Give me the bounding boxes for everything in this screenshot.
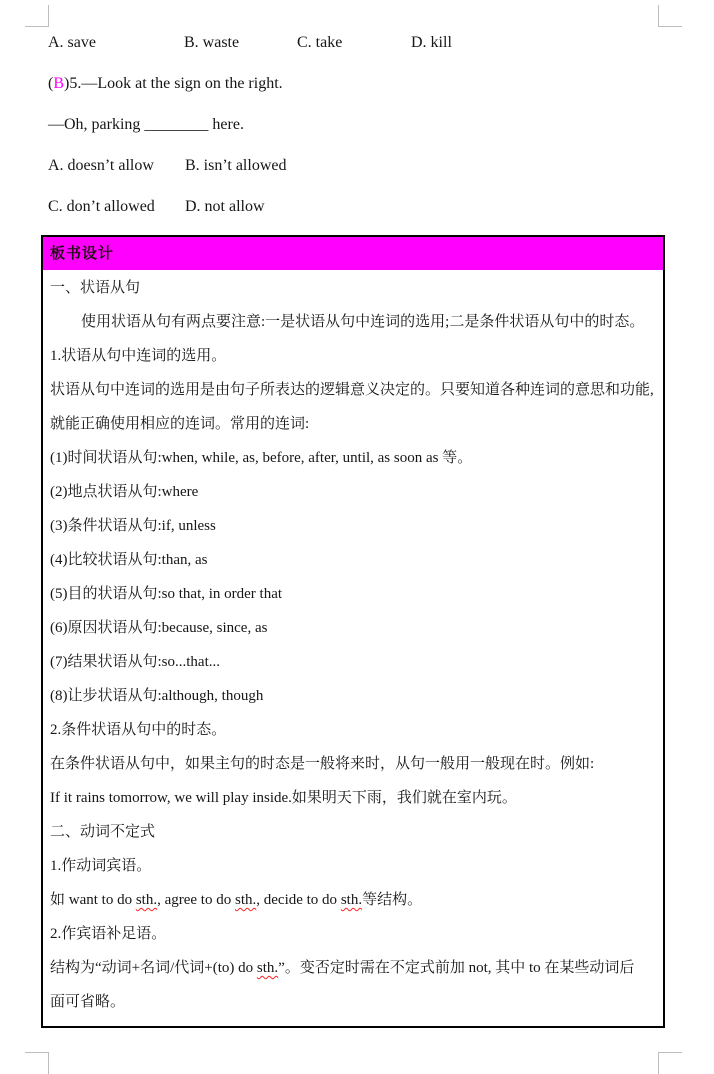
board-line [50, 985, 657, 1019]
board-line-text: 就能正确使用相应的连词。常用的连词: [50, 416, 310, 432]
board-line-text: 一、状语从句 [50, 280, 141, 296]
spellcheck-flagged-word: sth. [234, 892, 257, 908]
board-line [50, 509, 657, 543]
board-line-text: 2.作宾语补足语。 [50, 926, 167, 942]
board-line-text: (1)时间状语从句:when, while, as, before, after, until, as soon as 等。 [50, 450, 473, 466]
board-line [50, 951, 657, 985]
board-line-text: If it rains tomorrow, we will play inside.如果明天下雨，我们就在室内玩。 [50, 790, 517, 806]
spellcheck-flagged-word: sth. [135, 892, 158, 908]
spellcheck-flagged-word: sth. [340, 892, 363, 908]
board-line-text: (4)比较状语从句:than, as [50, 552, 208, 568]
board-line-text: 面可省略。 [50, 994, 126, 1010]
blank-line [0, 104, 714, 145]
board-line [50, 917, 657, 951]
board-line-text: 使用状语从句有两点要注意:一是状语从句中连词的选用;二是条件状语从句中的时态。 [81, 314, 645, 330]
board-line [50, 577, 657, 611]
option-a: A. save [48, 34, 96, 51]
board-line [50, 271, 657, 305]
board-line [50, 441, 657, 475]
board-line [50, 611, 657, 645]
board-line-text: 在条件状语从句中，如果主句的时态是一般将来时，从句一般用一般现在时。例如: [50, 756, 595, 772]
options-row [0, 22, 714, 63]
board-line [50, 543, 657, 577]
board-line [50, 781, 657, 815]
board-line [50, 407, 657, 441]
board-line-text: (3)条件状语从句:if, unless [50, 518, 216, 534]
quiz-section [0, 22, 714, 227]
board-line-text: ”。变否定时需在不定式前加 not, 其中 to 在某些动词后 [278, 960, 635, 976]
board-line [50, 645, 657, 679]
board-line-text: , decide to do [256, 892, 341, 908]
board-body [43, 270, 663, 1019]
board-design-table [41, 235, 665, 1028]
board-line [50, 713, 657, 747]
question-line [0, 63, 714, 104]
board-line [50, 475, 657, 509]
board-line [50, 849, 657, 883]
blank-line-text: —Oh, parking ________ here. [48, 116, 244, 133]
board-line-text: 二、动词不定式 [50, 824, 156, 840]
option-a2: A. doesn’t allow [48, 157, 154, 174]
answers-row-ab [0, 145, 714, 186]
answer-letter: B [53, 75, 64, 92]
board-line-text: 2.条件状语从句中的时态。 [50, 722, 227, 738]
board-design-header: 板书设计 [43, 237, 663, 270]
board-line-text: 等结构。 [362, 892, 423, 908]
option-b2: B. isn’t allowed [185, 157, 287, 174]
board-line-text: 如 want to do [50, 892, 136, 908]
option-d2: D. not allow [185, 198, 265, 215]
board-line [50, 679, 657, 713]
board-line [50, 305, 657, 339]
question-text [48, 63, 283, 104]
page-margin-mark-bottom-right [658, 1052, 682, 1074]
board-line-text: 状语从句中连词的选用是由句子所表达的逻辑意义决定的。只要知道各种连词的意思和功能, [50, 382, 654, 398]
page-margin-mark-bottom-left [25, 1052, 49, 1074]
answer-paren-open: ( [48, 75, 54, 92]
board-line-text: 1.作动词宾语。 [50, 858, 152, 874]
board-line-text: , agree to do [157, 892, 235, 908]
board-line-text: 1.状语从句中连词的选用。 [50, 348, 227, 364]
board-line [50, 373, 657, 407]
board-line [50, 815, 657, 849]
board-line [50, 883, 657, 917]
spellcheck-flagged-word: sth. [256, 960, 279, 976]
option-b: B. waste [184, 34, 240, 51]
board-line-text: (2)地点状语从句:where [50, 484, 199, 500]
board-line [50, 747, 657, 781]
board-line-text: (7)结果状语从句:so...that... [50, 654, 220, 670]
option-c: C. take [297, 34, 343, 51]
board-line [50, 339, 657, 373]
answers-row-cd [0, 186, 714, 227]
board-line-text: (8)让步状语从句:although, though [50, 688, 264, 704]
board-line-text: (6)原因状语从句:because, since, as [50, 620, 268, 636]
question-body: )5.—Look at the sign on the right. [64, 75, 283, 92]
board-line-text: (5)目的状语从句:so that, in order that [50, 586, 283, 602]
option-d: D. kill [411, 34, 452, 51]
board-line-text: 结构为“动词+名词/代词+(to) do [50, 960, 257, 976]
option-c2: C. don’t allowed [48, 198, 155, 215]
